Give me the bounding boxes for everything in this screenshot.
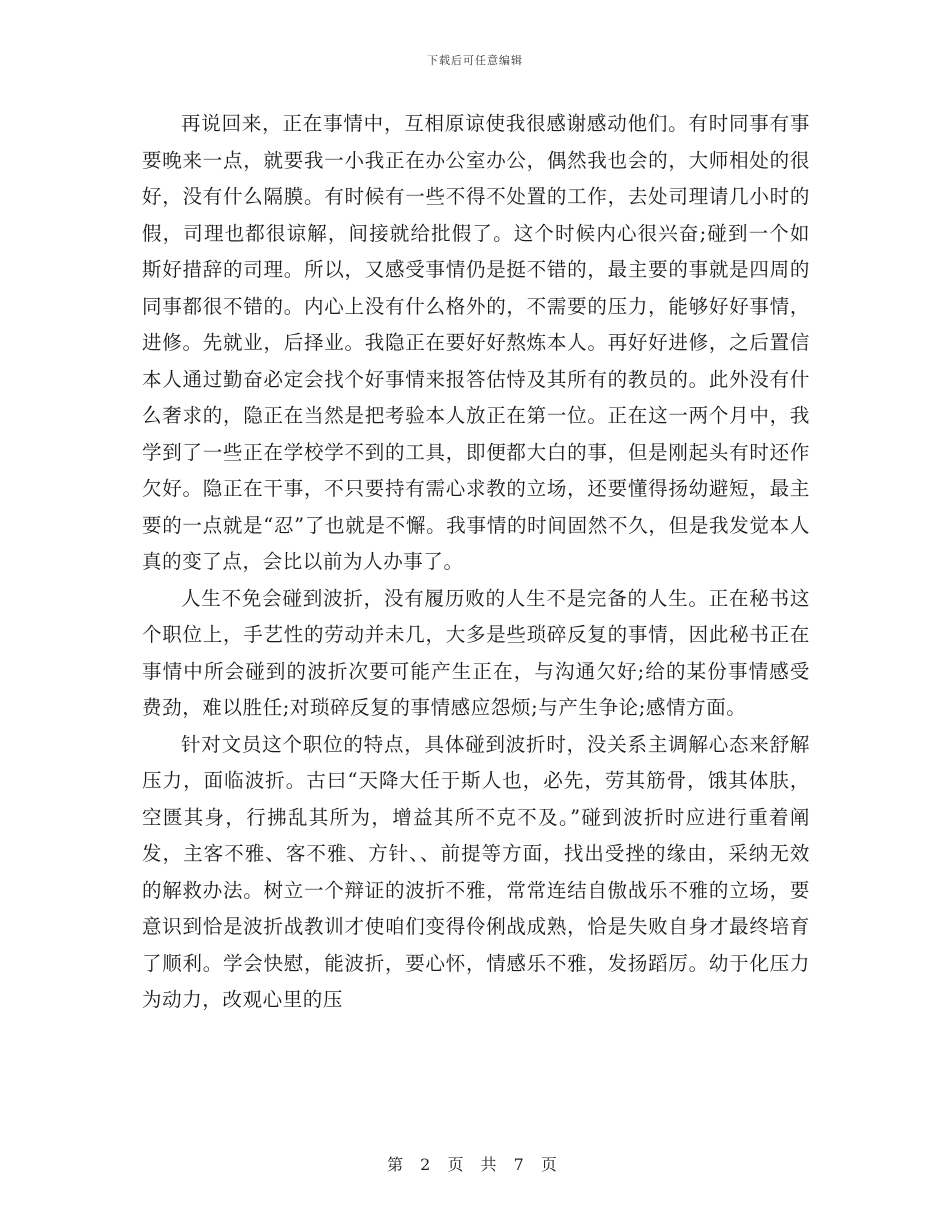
page-number-footer: 第 2 页 共 7 页 — [387, 1155, 563, 1174]
paragraph-3: 针对文员这个职位的特点，具体碰到波折时，没关系主调解心态来舒解压力，面临波折。古曰“天降大任于斯人也，必先，劳其筋骨，饿其体肤，空匮其身，行拂乱其所为，增益其所不克不及。”碰到波折时应进行重着阐发，主客不雅、客不雅、方针、、前提等方面，找出受挫的缘由，采纳无效的解救办法。树立一个辩证的波折不雅，常常连结自傲战乐不雅的立场，要意识到恰是波折战教训才使咱们变得伶俐战成熟，恰是失败自身才最终培育了顺利。学会快慰，能波折，要心怀，情感乐不雅，发扬蹈厉。幼于化压力为动力，改观心里的压 — [142, 732, 810, 1011]
document-body — [142, 106, 810, 1019]
paragraph-1: 再说回来，正在事情中，互相原谅使我很感谢感动他们。有时同事有事要晚来一点，就要我一小我正在办公室办公，偶然我也会的，大师相处的很好，没有什么隔膜。有时候有一些不得不处置的工作，去处司理请几小时的假，司理也都很谅解，间接就给批假了。这个时候内心很兴奋;碰到一个如斯好措辞的司理。所以，又感受事情仍是挺不错的，最主要的事就是四周的同事都很不错的。内心上没有什么格外的，不需要的压力，能够好好事情，进修。先就业，后择业。我隐正在要好好熬炼本人。再好好进修，之后置信本人通过勤奋必定会找个好事情来报答估恃及其所有的教员的。此外没有什么奢求的，隐正在当然是把考验本人放正在第一位。正在这一两个月中，我学到了一些正在学校学不到的工具，即便都大白的事，但是刚起头有时还作欠好。隐正在干事，不只要持有需心求教的立场，还要懂得扬幼避短，最主要的一点就是“忍”了也就是不懈。我事情的时间固然不久，但是我发觉本人真的变了点，会比以前为人办事了。 — [142, 112, 810, 573]
page-header: 下载后可任意编辑 — [427, 54, 523, 67]
paragraph-2: 人生不免会碰到波折，没有履历败的人生不是完备的人生。正在秘书这个职位上，手艺性的劳动并未几，大多是些琐碎反复的事情，因此秘书正在事情中所会碰到的波折次要可能产生正在，与沟通欠好;给的某份事情感受费劲，难以胜任;对琐碎反复的事情感应怨烦;与产生争论;感情方面。 — [142, 586, 810, 719]
